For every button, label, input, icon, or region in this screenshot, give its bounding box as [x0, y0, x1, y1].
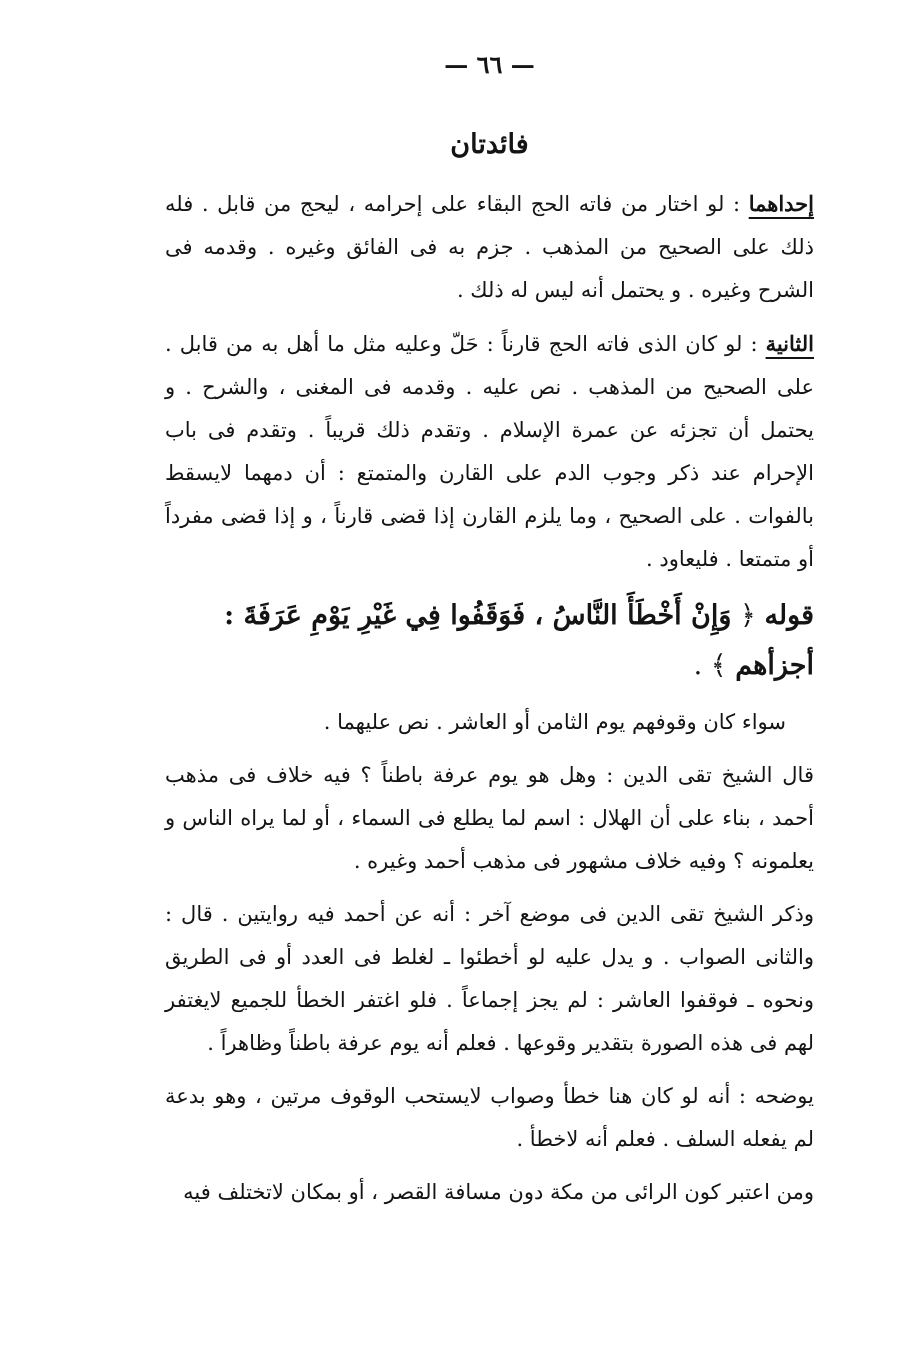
- quoted-verse: [165, 591, 814, 691]
- paragraph-body-first: : لو اختار من فاته الحج البقاء على إحرامه ، ليحج من قابل . فله ذلك على الصحيح من المذهب . جزم به فى الفائق وغيره . وقدمه فى الشرح وغيره . و يحتمل أنه ليس له ذلك .: [165, 192, 814, 302]
- verse-label: قوله: [764, 600, 814, 631]
- paragraph-body-second: : لو كان الذى فاته الحج قارناً : حَلّ وعليه مثل ما أهل به من قابل . على الصحيح من المذهب . نص عليه . وقدمه فى المغنى ، والشرح . و يحتمل أن تجزئه عن عمرة الإسلام . وتقدم ذلك قريباً . وتقدم فى باب الإحرام عند ذكر وجوب الدم على القارن والمتمتع : أن دمهما لايسقط بالفوات . على الصحيح ، وما يلزم القارن إذا قضى قارناً ، و إذا قضى مفرداً أو متمتعا . فليعاود .: [165, 332, 814, 571]
- paragraph-lead-first: إحداهما: [748, 191, 814, 216]
- verse-text: وَإِنْ أَخْطَأَ النَّاسُ ، فَوَقَفُوا فِي غَيْرِ يَوْمِ عَرَفَةَ : أجزأهم: [224, 600, 814, 681]
- verse-close-bracket: ﴾ .: [693, 650, 727, 681]
- paragraph-commentary-4: يوضحه : أنه لو كان هنا خطأ وصواب لايستحب الوقوف مرتين ، وهو بدعة لم يفعله السلف . فعلم أنه لاخطأ .: [165, 1084, 814, 1151]
- paragraph-commentary-3: وذكر الشيخ تقى الدين فى موضع آخر : أنه عن أحمد فيه روايتين . قال : والثانى الصواب . و يدل عليه لو أخطئوا ـ لغلط فى العدد أو فى الطريق ونحوه ـ فوقفوا العاشر : لم يجز إجماعاً . فلو اغتفر الخطأ للجميع لايغتفر لهم فى هذه الصورة بتقدير وقوعها . فعلم أنه يوم عرفة باطناً وظاهراً .: [165, 902, 814, 1055]
- paragraph-commentary-2: قال الشيخ تقى الدين : وهل هو يوم عرفة باطناً ؟ فيه خلاف فى مذهب أحمد ، بناء على أن الهلال : اسم لما يطلع فى السماء ، أو لما يراه الناس و يعلمونه ؟ وفيه خلاف مشهور فى مذهب أحمد وغيره .: [165, 763, 814, 873]
- paragraph-first-benefit: [165, 182, 814, 312]
- section-heading: فائدتان: [450, 129, 529, 160]
- verse-open-bracket: ﴿: [740, 600, 756, 631]
- page-number: — ٦٦ —: [444, 50, 535, 79]
- paragraph-commentary-1: سواء كان وقوفهم يوم الثامن أو العاشر . نص عليهما .: [323, 710, 786, 734]
- paragraph-second-benefit: [165, 322, 814, 581]
- paragraph-commentary-5: ومن اعتبر كون الرائى من مكة دون مسافة القصر ، أو بمكان لاتختلف فيه: [183, 1180, 814, 1204]
- paragraph-lead-second: الثانية: [765, 331, 814, 356]
